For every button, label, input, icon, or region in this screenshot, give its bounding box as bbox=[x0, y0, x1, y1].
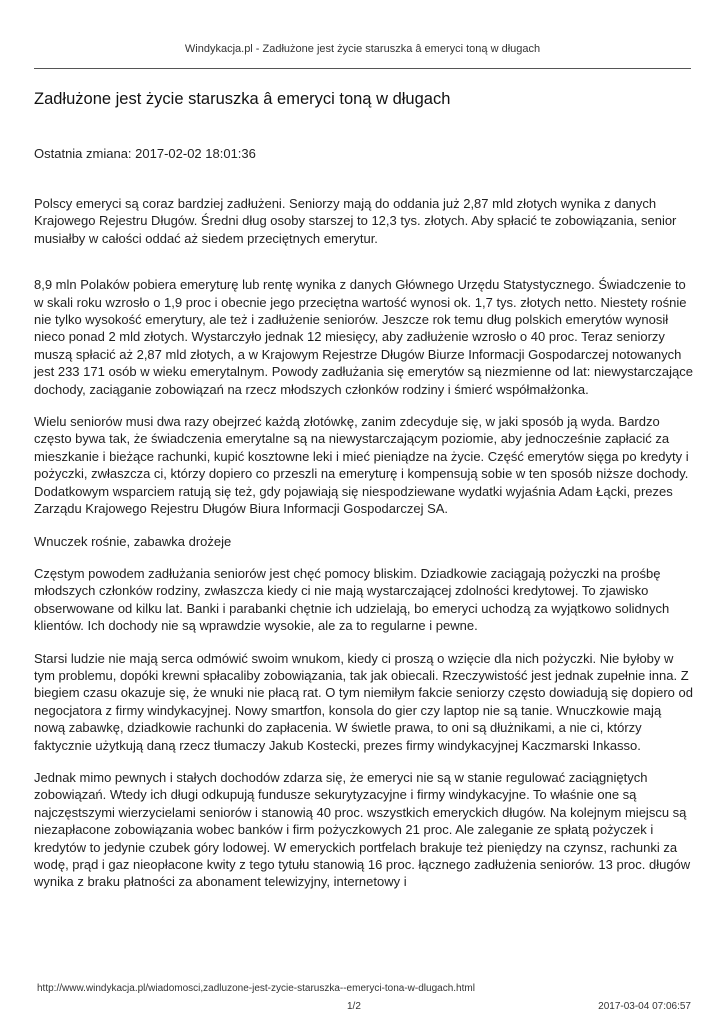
paragraph: Wielu seniorów musi dwa razy obejrzeć każdą złotówkę, zanim zdecyduje się, w jaki sposób ją wyda. Bardzo często bywa tak, że świadczenia emerytalne są na niewystarczającym poziomie, aby jednocześnie zapłacić za mieszkanie i bieżące rachunki, kupić kosztowne leki i mieć pieniądze na życie. Część emerytów sięga po kredyty i pożyczki, zwłaszcza ci, którzy dopiero co przeszli na emeryturę i kompensują sobie w ten sposób niższe dochody. Dodatkowym wsparciem ratują się też, gdy pojawiają się niespodziewane wydatki wyjaśnia Adam Łącki, prezes Zarządu Krajowego Rejestru Długów Biura Informacji Gospodarczej SA. bbox=[34, 414, 689, 517]
footer-url: http://www.windykacja.pl/wiadomosci,zadluzone-jest-zycie-staruszka--emeryci-tona-w-dlugach.html bbox=[37, 983, 475, 994]
paragraph: Starsi ludzie nie mają serca odmówić swoim wnukom, kiedy ci proszą o wzięcie dla nich pożyczki. Nie byłoby w tym problemu, dopóki krewni spłacaliby zobowiązania, tak jak obiecali. Rzeczywistość jest jednak zupełnie inna. Z biegiem czasu okazuje się, że wnuki nie płacą rat. O tym niemiłym fakcie seniorzy często dowiadują się dopiero od negocjatora z firmy windykacyjnej. Nowy smartfon, konsola do gier czy laptop nie są tanie. Wnuczkowie mają nową zabawkę, dziadkowie rachunki do zapłacenia. W świetle prawa, to oni są dłużnikami, a nie ci, którzy faktycznie użytkują daną rzecz tłumaczy Jakub Kostecki, prezes firmy windykacyjnej Kaczmarski Inkasso. bbox=[34, 650, 693, 753]
last-modified: Ostatnia zmiana: 2017-02-02 18:01:36 bbox=[34, 146, 256, 161]
footer-page-number: 1/2 bbox=[347, 1001, 361, 1012]
paragraph: Częstym powodem zadłużania seniorów jest chęć pomocy bliskim. Dziadkowie zaciągają pożyczki na prośbę młodszych członków rodziny, zwłaszcza kiedy ci nie mają wystarczającej zdolności kredytowej. To zjawisko obserwowane od kilku lat. Banki i parabanki chętnie ich udzielają, bo emeryci uchodzą za wyjątkowo solidnych klientów. Ich dochody nie są wprawdzie wysokie, ale za to regularne i pewne. bbox=[34, 565, 670, 634]
article-body bbox=[34, 195, 694, 891]
paragraph: 8,9 mln Polaków pobiera emeryturę lub rentę wynika z danych Głównego Urzędu Statystycznego. Świadczenie to w skali roku wzrosło o 1,9 proc i obecnie jego przeciętna wartość wynosi ok. 1,7 tys. złotych netto. Niestety rośnie nie tylko wysokość emerytury, ale też i zadłużenie seniorów. Jeszcze rok temu dług polskich emerytów wynosił nieco ponad 2 mld złotych. Wystarczyło jednak 12 miesięcy, aby zadłużenie wzrosło o 40 proc. Teraz seniorzy muszą spłacić aż 2,87 mld złotych, a w Krajowym Rejestrze Długów Biurze Informacji Gospodarczej notowanych jest 233 171 osób w wieku emerytalnym. Powody zadłużania się emerytów są niezmienne od lat: niewystarczające dochody, zaciąganie zobowiązań na rzecz młodszych członków rodziny i śmierć współmałżonka. bbox=[34, 277, 693, 397]
article-title: Zadłużone jest życie staruszka â emeryci toną w długach bbox=[34, 90, 451, 108]
paragraph: Jednak mimo pewnych i stałych dochodów zdarza się, że emeryci nie są w stanie regulować zaciągniętych zobowiązań. Wtedy ich długi odkupują fundusze sekurytyzacyjne i firmy windykacyjne. To właśnie one są najczęstszymi wierzycielami seniorów i stanowią 40 proc. wszystkich emeryckich długów. Na kolejnym miejscu są niezapłacone zobowiązania wobec banków i firm pożyczkowych 21 proc. Ale zaleganie ze spłatą pożyczek i kredytów to jedynie czubek góry lodowej. W emeryckich portfelach brakuje też pieniędzy na czynsz, rachunki za wodę, prąd i gaz nieopłacone kwity z tego tytułu stanowią 16 proc. łącznego zadłużenia seniorów. 13 proc. długów wynika z braku płatności za abonament telewizyjny, internetowy i bbox=[34, 769, 691, 890]
paragraph: Polscy emeryci są coraz bardziej zadłużeni. Seniorzy mają do oddania już 2,87 mld złotych wynika z danych Krajowego Rejestru Długów. Średni dług osoby starszej to 12,3 tys. złotych. Aby spłacić te zobowiązania, senior musiałby w całości oddać aż siedem przeciętnych emerytur. bbox=[34, 196, 677, 246]
running-header: Windykacja.pl - Zadłużone jest życie staruszka â emeryci toną w długach bbox=[184, 43, 541, 55]
section-heading: Wnuczek rośnie, zabawka drożeje bbox=[34, 533, 232, 549]
header-divider bbox=[34, 68, 691, 69]
footer-print-date: 2017-03-04 07:06:57 bbox=[598, 1001, 691, 1012]
